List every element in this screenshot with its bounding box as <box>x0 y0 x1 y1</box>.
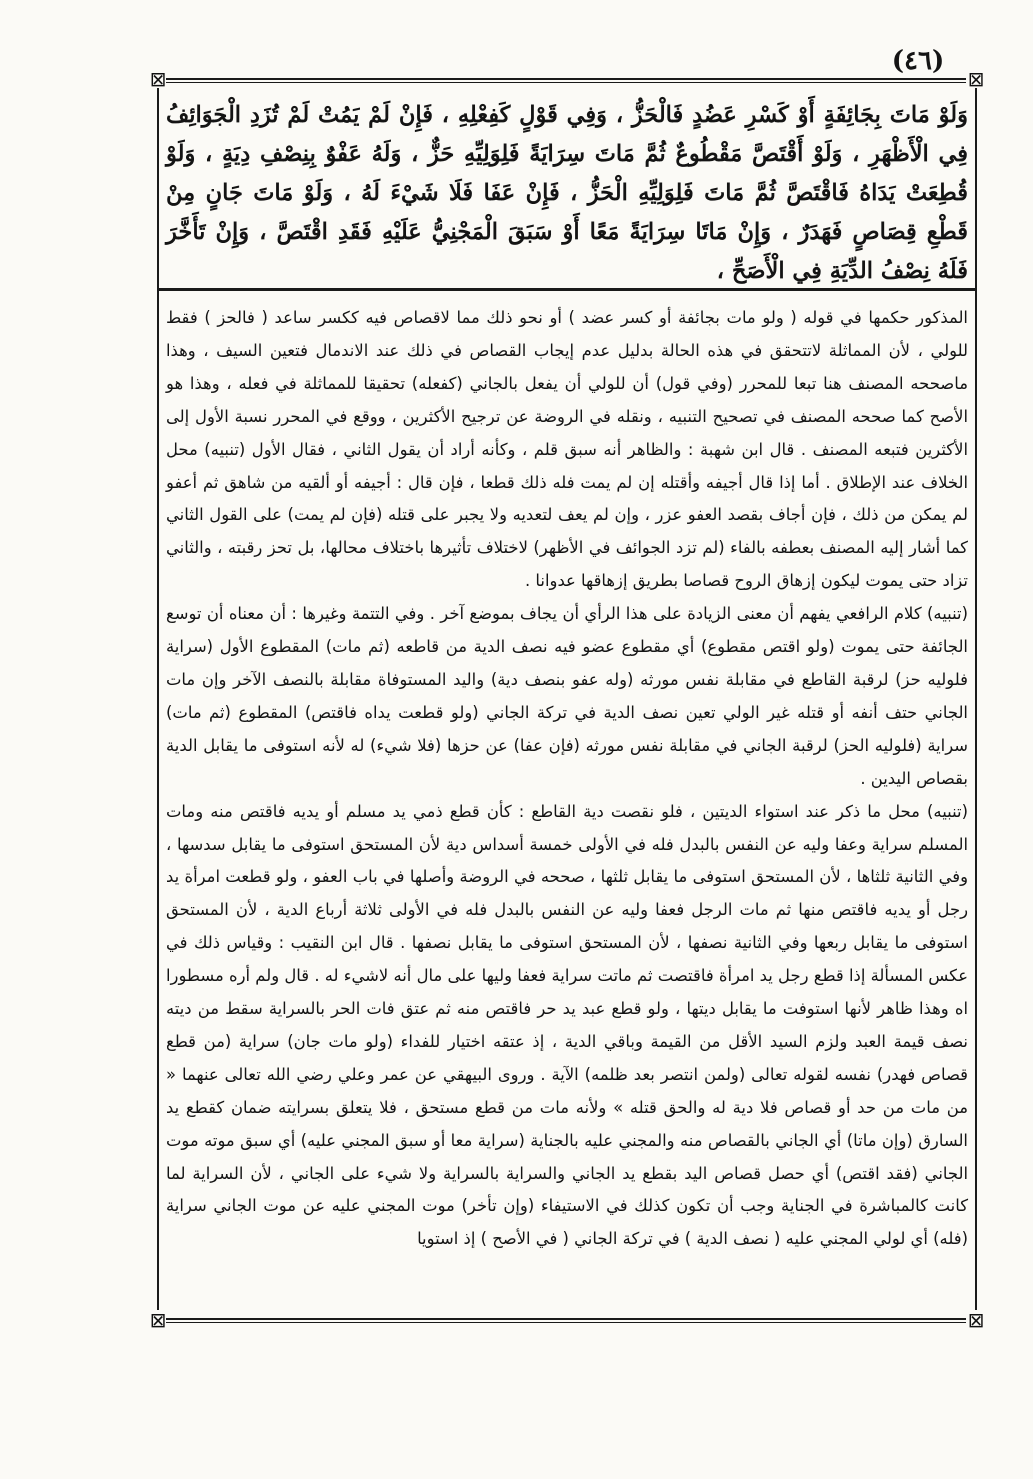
right-border-line <box>975 88 977 1310</box>
sharh-paragraph: (تنبيه) محل ما ذكر عند استواء الديتين ، فلو نقصت دية القاطع : كأن قطع ذمي يد مسلم أو يديه فاقتص منه ومات المسلم سراية وعفا وليه عن النفس بالبدل فله في الأولى خمسة أسداس دية لأن المستحق استوفى ما يقابل سدسها ، وفي الثانية ثلثاها ، لأن المستحق استوفى ما يقابل ثلثها ، صححه في الروضة وأصلها في باب العفو ، ولو قطعت امرأة يد رجل أو يديه فاقتص منها ثم مات الرجل فعفا وليه عن النفس بالبدل فله في الأولى ثلاثة أرباع الدية ، لأن المستحق استوفى ما يقابل ربعها وفي الثانية نصفها ، لأن المستحق استوفى ما يقابل نصفها . قال ابن النقيب : وقياس ذلك في عكس المسألة إذا قطع رجل يد امرأة فاقتصت ثم ماتت سراية فعفا وليها على مال أنه لاشيء له . قال ولم أره مسطورا اه وهذا ظاهر لأنها استوفت ما يقابل ديتها ، ولو قطع عبد يد حر فاقتص منه ثم عتق فات الحر بالسراية سقط من ديته نصف قيمة العبد ولزم السيد الأقل من القيمة وباقي الدية ، إذ عتقه اختيار للفداء (ولو مات جان) سراية (من قطع قصاص فهدر) نفسه لقوله تعالى (ولمن انتصر بعد ظلمه) الآية . وروى البيهقي عن عمر وعلي رضي الله تعالى عنهما « من مات من حد أو قصاص فلا دية له والحق قتله » ولأنه مات من قطع مستحق ، فلا يتعلق بسرايته ضمان كقطع يد السارق (وإن ماتا) أي الجاني بالقصاص منه والمجني عليه بالجناية (سراية معا أو سبق المجني عليه) أي سبق موته موت الجاني (فقد اقتص) أي حصل قصاص اليد بقطع يد الجاني والسراية بالسراية ولا شيء على الجاني ، لأن السراية لما كانت كالمباشرة في الجناية وجب أن تكون كذلك في الاستيفاء (وإن تأخر) موت المجني عليه عن موت الجاني سراية (فله) أي لولي المجني عليه ( نصف الدية ) في تركة الجاني ( في الأصح ) إذ استويا <box>166 801 968 1249</box>
bottom-border-line-inner <box>166 1322 966 1323</box>
sharh-paragraph: المذكور حكمها في قوله ( ولو مات بجائفة أو كسر عضد ) أو نحو ذلك مما لاقصاص فيه ككسر ساعد ( فالحز ) فقط للولي ، لأن المماثلة لاتتحقق في هذه الحالة بدليل عدم إيجاب القصاص في ذلك عند الاندمال فتعين السيف ، وهذا ماصححه المصنف هنا تبعا للمحرر (وفي قول) أن للولي أن يفعل بالجاني (كفعله) تحقيقا للمماثلة في فعله ، وهذا هو الأصح كما صححه المصنف في تصحيح التنبيه ، ونقله في الروضة عن ترجيح الأكثرين ، ووقع في المحرر نسبة الأول إلى الأكثرين فتبعه المصنف . قال ابن شهبة : والظاهر أنه سبق قلم ، وكأنه أراد أن يقول الثاني ، فقال الأول (تنبيه) محل الخلاف عند الإطلاق . أما إذا قال أجيفه وأقتله إن لم يمت فله ذلك قطعا ، فإن قال : أجيفه أو ألقيه من شاهق ثم أعفو لم يمكن من ذلك ، فإن أجاف بقصد العفو عزر ، وإن لم يعف لتعديه ولا يجبر على قتله (فإن لم يمت) على القول الثاني كما أشار إليه المصنف بعطفه بالفاء (لم تزد الجوائف في الأظهر) لاختلاف تأثيرها باختلاف محالها، بل تحز رقبته ، والثاني تزاد حتى يموت ليكون إزهاق الروح قصاصا بطريق إزهاقها عدوانا . <box>166 308 968 591</box>
top-border-line-inner <box>166 82 966 83</box>
top-border-line <box>166 78 966 80</box>
bottom-border-line <box>166 1318 966 1320</box>
sharh-paragraph: (تنبيه) كلام الرافعي يفهم أن معنى الزيادة على هذا الرأي أن يجاف بموضع آخر . وفي التتمة وغيرها : أن معناه أن توسع الجائفة حتى يموت (ولو اقتص مقطوع) أي مقطوع عضو فيه نصف الدية من قاطعه (ثم مات) المقطوع الأول (سراية فلوليه حز) لرقبة القاطع في مقابلة نفس مورثه (وله عفو بنصف دية) واليد المستوفاة مقابلة بالنصف الآخر وإن مات الجاني حتف أنفه أو قتله غير الولي تعين نصف الدية في تركة الجاني (ولو قطعت يداه فاقتص) المقطوع (ثم مات) سراية (فلوليه الحز) لرقبة الجاني في مقابلة نفس مورثه (فإن عفا) عن حزها (فلا شيء) له لأنه استوفى ما يقابل الدية بقصاص اليدين . <box>166 604 968 788</box>
corner-ornament-icon: ⊠ <box>149 1308 167 1332</box>
corner-ornament-icon: ⊠ <box>967 67 985 91</box>
sharh-text-block <box>166 302 968 1312</box>
matn-paragraph: وَلَوْ مَاتَ بِجَائِفَةٍ أَوْ كَسْرِ عَضُدٍ فَالْحَزُّ ، وَفِي قَوْلٍ كَفِعْلِهِ ، فَإِنْ لَمْ يَمُتْ لَمْ تُزَدِ الْجَوَائِفُ فِي الْأَظْهَرِ ، وَلَوْ أَقْتَصَّ مَقْطُوعٌ ثُمَّ مَاتَ سِرَايَةً فَلِوَلِيِّهِ حَزٌّ ، وَلَهُ عَفْوٌ بِنِصْفِ دِيَةٍ ، وَلَوْ قُطِعَتْ يَدَاهُ فَاقْتَصَّ ثُمَّ مَاتَ فَلِوَلِيِّهِ الْحَزُّ ، فَإِنْ عَفَا فَلَا شَيْءَ لَهُ ، وَلَوْ مَاتَ جَانٍ مِنْ قَطْعِ قِصَاصٍ فَهَدَرٌ ، وَإِنْ مَاتَا سِرَايَةً مَعًا أَوْ سَبَقَ الْمَجْنِيُّ عَلَيْهِ فَقَدِ اقْتَصَّ ، وَإِنْ تَأَخَّرَ فَلَهُ نِصْفُ الدِّيَةِ فِي الْأَصَحِّ ، <box>166 102 968 284</box>
page-number: (٤٦) <box>891 46 945 76</box>
matn-text-block <box>166 96 968 286</box>
corner-ornament-icon: ⊠ <box>967 1308 985 1332</box>
left-border-line <box>157 88 159 1310</box>
corner-ornament-icon: ⊠ <box>149 67 167 91</box>
